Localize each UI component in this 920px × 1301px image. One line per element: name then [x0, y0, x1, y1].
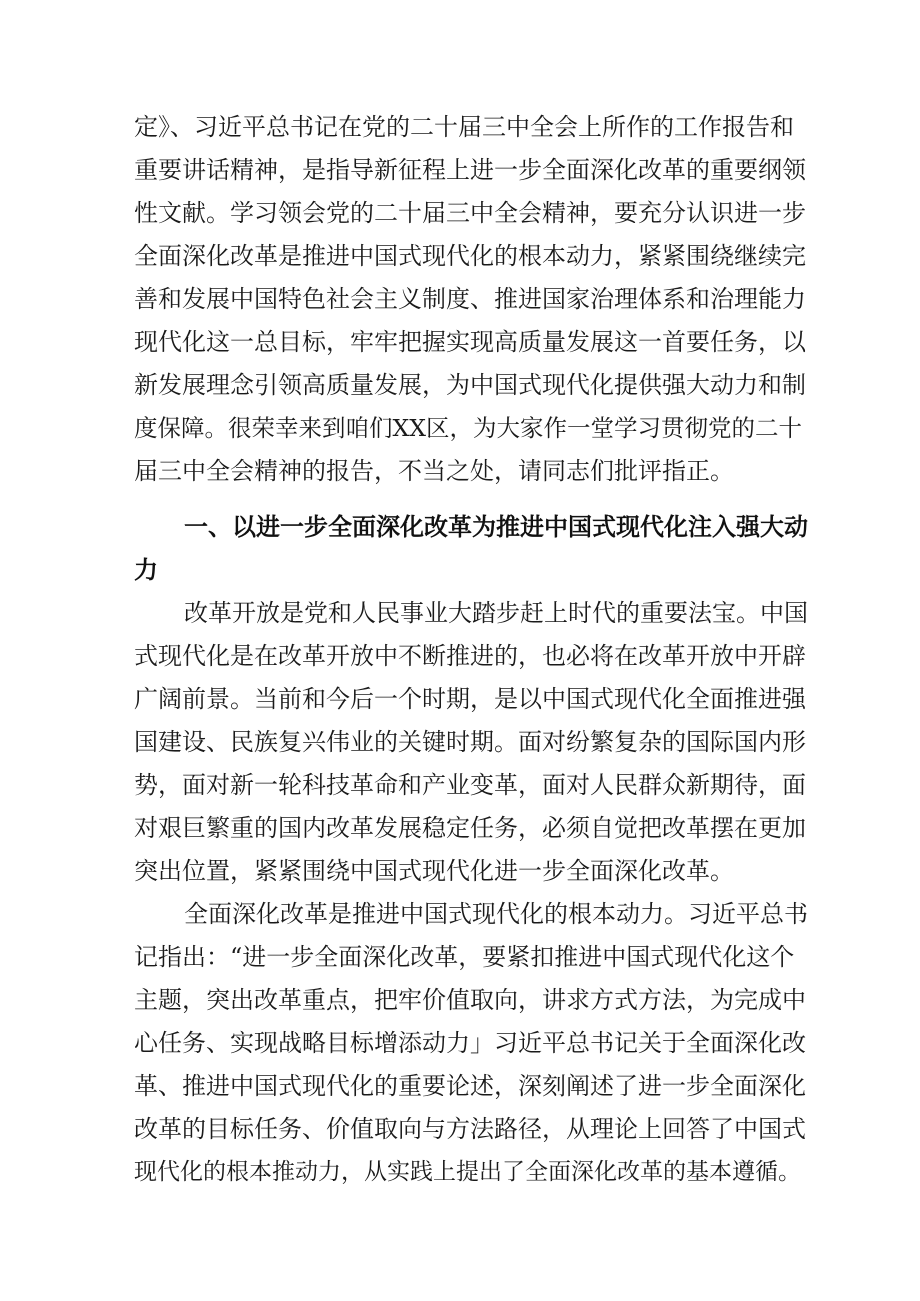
paragraph-3-line-2: 记指出：“进一步全面深化改革，要紧扣推进中国式现代化这个 — [134, 943, 795, 971]
paragraph-2-line-6: 对艰巨繁重的国内改革发展稳定任务，必须自觉把改革摆在更加 — [134, 814, 806, 842]
paragraph-1-line-7: 新发展理念引领高质量发展，为中国式现代化提供强大动力和制 — [134, 371, 806, 399]
paragraph-3-line-1: 全面深化改革是推进中国式现代化的根本动力。习近平总书 — [184, 900, 808, 928]
paragraph-1-line-9: 届三中全会精神的报告，不当之处，请同志们批评指正。 — [134, 457, 734, 485]
paragraph-3-line-6: 改革的目标任务、价值取向与方法路径，从理论上回答了中国式 — [134, 1115, 806, 1143]
section-heading-line-1: 一、以进一步全面深化改革为推进中国式现代化注入强大动 — [184, 513, 808, 541]
section-heading-line-2: 力 — [134, 556, 158, 584]
paragraph-3-line-5: 革、推进中国式现代化的重要论述，深刻阐述了进一步全面深化 — [134, 1072, 806, 1100]
paragraph-2-line-5: 势，面对新一轮科技革命和产业变革，面对人民群众新期待，面 — [134, 771, 806, 799]
paragraph-2-line-3: 广阔前景。当前和今后一个时期，是以中国式现代化全面推进强 — [134, 685, 806, 713]
paragraph-1-line-1: 定》、习近平总书记在党的二十届三中全会上所作的工作报告和 — [134, 113, 794, 141]
paragraph-1-line-2: 重要讲话精神，是指导新征程上进一步全面深化改革的重要纲领 — [134, 156, 806, 184]
paragraph-2-line-7: 突出位置，紧紧围绕中国式现代化进一步全面深化改革。 — [134, 857, 734, 885]
paragraph-1-line-6: 现代化这一总目标，牢牢把握实现高质量发展这一首要任务，以 — [134, 328, 806, 356]
paragraph-2-line-2: 式现代化是在改革开放中不断推进的，也必将在改革开放中开辟 — [134, 642, 806, 670]
paragraph-2-line-4: 国建设、民族复兴伟业的关键时期。面对纷繁复杂的国际国内形 — [134, 728, 806, 756]
paragraph-1-line-3: 性文献。学习领会党的二十届三中全会精神，要充分认识进一步 — [134, 199, 806, 227]
paragraph-1-line-8: 度保障。很荣幸来到咱们XX区，为大家作一堂学习贯彻党的二十 — [134, 414, 802, 442]
paragraph-2-line-1: 改革开放是党和人民事业大踏步赶上时代的重要法宝。中国 — [184, 599, 808, 627]
paragraph-1-line-5: 善和发展中国特色社会主义制度、推进国家治理体系和治理能力 — [134, 285, 806, 313]
paragraph-3-line-7: 现代化的根本推动力，从实践上提出了全面深化改革的基本遵循。 — [134, 1159, 801, 1185]
paragraph-1-line-4: 全面深化改革是推进中国式现代化的根本动力，紧紧围绕继续完 — [134, 242, 806, 270]
paragraph-3-line-4: 心任务、实现战略目标增添动力」习近平总书记关于全面深化改 — [134, 1029, 806, 1057]
paragraph-3-line-3: 主题，突出改革重点，把牢价值取向，讲求方式方法，为完成中 — [134, 986, 806, 1014]
